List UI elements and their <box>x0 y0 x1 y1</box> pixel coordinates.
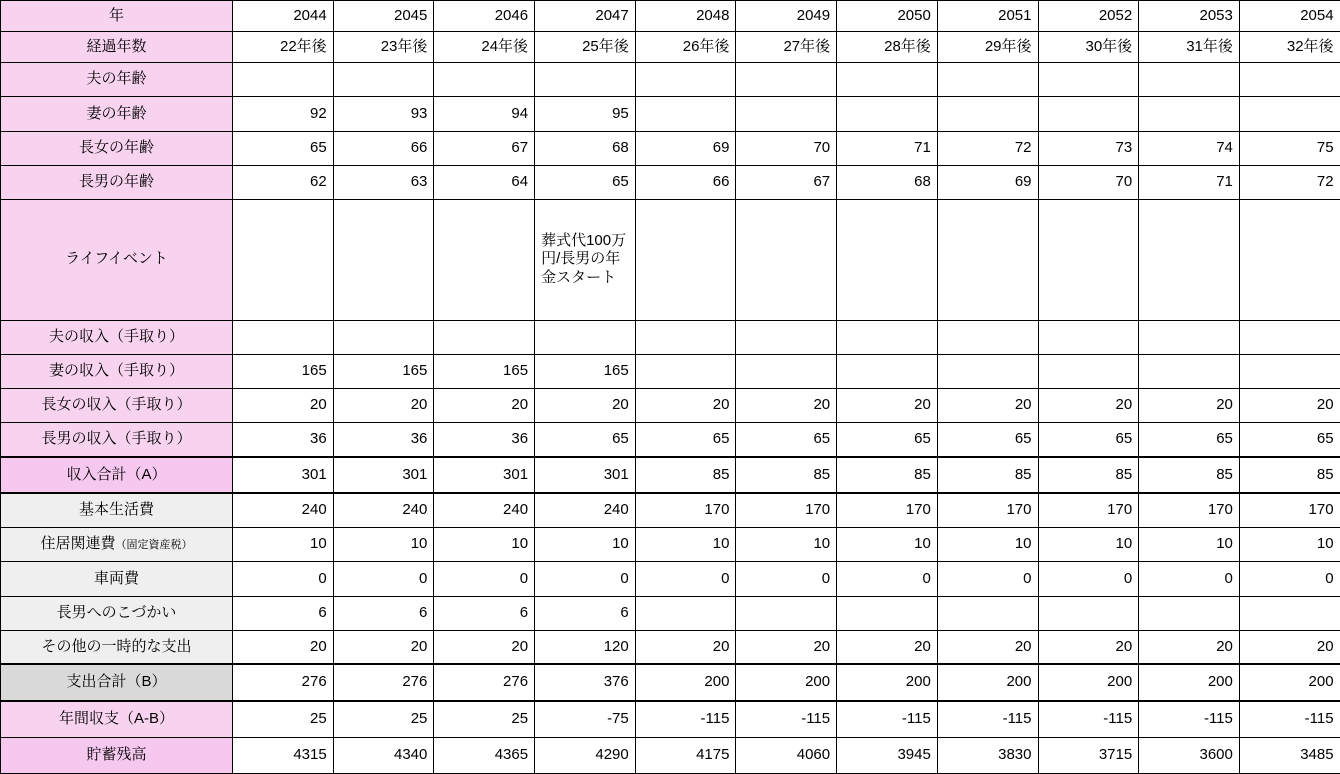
cell-annual-balance-2: 25 <box>434 701 535 737</box>
cell-other-temp-0: 20 <box>233 630 334 664</box>
cell-son-age-3: 65 <box>535 165 636 199</box>
cell-elapsed-5: 27年後 <box>736 32 837 63</box>
table-row-son-allowance <box>1 596 1340 630</box>
row-label-husband-income: 夫の収入（手取り） <box>1 320 233 354</box>
cell-husband-age-7 <box>937 63 1038 97</box>
cell-wife-income-8 <box>1038 354 1139 388</box>
cell-elapsed-0: 22年後 <box>233 32 334 63</box>
cell-husband-income-0 <box>233 320 334 354</box>
cell-income-total-7: 85 <box>937 457 1038 493</box>
cell-wife-income-10 <box>1239 354 1340 388</box>
cell-housing-9: 10 <box>1139 528 1240 562</box>
row-label-wife-income: 妻の収入（手取り） <box>1 354 233 388</box>
cell-daughter-income-2: 20 <box>434 389 535 423</box>
cell-savings-balance-6: 3945 <box>837 737 938 773</box>
cell-expense-total-2: 276 <box>434 664 535 700</box>
cell-son-age-1: 63 <box>333 165 434 199</box>
cell-housing-7: 10 <box>937 528 1038 562</box>
cell-annual-balance-9: -115 <box>1139 701 1240 737</box>
cell-other-temp-4: 20 <box>635 630 736 664</box>
cell-son-income-4: 65 <box>635 423 736 457</box>
cell-daughter-age-0: 65 <box>233 131 334 165</box>
cell-other-temp-10: 20 <box>1239 630 1340 664</box>
cell-basic-living-8: 170 <box>1038 493 1139 527</box>
cell-daughter-income-7: 20 <box>937 389 1038 423</box>
cell-basic-living-5: 170 <box>736 493 837 527</box>
cell-year-3: 2047 <box>535 1 636 32</box>
row-label-daughter-income: 長女の収入（手取り） <box>1 389 233 423</box>
cell-wife-age-8 <box>1038 97 1139 131</box>
table-row-basic-living <box>1 493 1340 527</box>
cell-basic-living-2: 240 <box>434 493 535 527</box>
cell-life-event-5 <box>736 200 837 320</box>
cell-husband-age-5 <box>736 63 837 97</box>
table-row-elapsed <box>1 32 1340 63</box>
cell-son-age-10: 72 <box>1239 165 1340 199</box>
table-row-housing <box>1 528 1340 562</box>
table-row-savings-balance <box>1 737 1340 773</box>
cell-other-temp-3: 120 <box>535 630 636 664</box>
cell-husband-income-2 <box>434 320 535 354</box>
row-label-vehicle: 車両費 <box>1 562 233 596</box>
cell-son-allowance-9 <box>1139 596 1240 630</box>
cell-husband-income-4 <box>635 320 736 354</box>
table-row-other-temp <box>1 630 1340 664</box>
cell-housing-1: 10 <box>333 528 434 562</box>
cell-son-age-5: 67 <box>736 165 837 199</box>
cell-husband-age-10 <box>1239 63 1340 97</box>
cell-housing-0: 10 <box>233 528 334 562</box>
row-label-other-temp: その他の一時的な支出 <box>1 630 233 664</box>
cell-son-allowance-4 <box>635 596 736 630</box>
cell-wife-income-3: 165 <box>535 354 636 388</box>
cell-son-allowance-10 <box>1239 596 1340 630</box>
cell-vehicle-0: 0 <box>233 562 334 596</box>
cell-wife-age-9 <box>1139 97 1240 131</box>
cell-wife-income-6 <box>837 354 938 388</box>
cell-year-4: 2048 <box>635 1 736 32</box>
cell-elapsed-9: 31年後 <box>1139 32 1240 63</box>
table-row-son-income <box>1 423 1340 457</box>
cell-vehicle-7: 0 <box>937 562 1038 596</box>
cell-annual-balance-8: -115 <box>1038 701 1139 737</box>
cell-expense-total-8: 200 <box>1038 664 1139 700</box>
cell-basic-living-4: 170 <box>635 493 736 527</box>
cell-husband-age-1 <box>333 63 434 97</box>
cell-husband-age-0 <box>233 63 334 97</box>
cell-expense-total-9: 200 <box>1139 664 1240 700</box>
cell-elapsed-4: 26年後 <box>635 32 736 63</box>
cell-life-event-2 <box>434 200 535 320</box>
cell-vehicle-2: 0 <box>434 562 535 596</box>
cell-son-allowance-1: 6 <box>333 596 434 630</box>
row-label-annual-balance: 年間収支（A‐B） <box>1 701 233 737</box>
cell-life-event-4 <box>635 200 736 320</box>
cell-year-0: 2044 <box>233 1 334 32</box>
cell-son-allowance-7 <box>937 596 1038 630</box>
cell-income-total-9: 85 <box>1139 457 1240 493</box>
cell-son-age-4: 66 <box>635 165 736 199</box>
cell-life-event-1 <box>333 200 434 320</box>
cell-savings-balance-7: 3830 <box>937 737 1038 773</box>
cell-wife-income-9 <box>1139 354 1240 388</box>
cell-income-total-8: 85 <box>1038 457 1139 493</box>
cell-other-temp-6: 20 <box>837 630 938 664</box>
table-row-vehicle <box>1 562 1340 596</box>
cell-expense-total-4: 200 <box>635 664 736 700</box>
cell-daughter-income-10: 20 <box>1239 389 1340 423</box>
cell-year-9: 2053 <box>1139 1 1240 32</box>
cell-housing-8: 10 <box>1038 528 1139 562</box>
cell-savings-balance-2: 4365 <box>434 737 535 773</box>
cell-elapsed-3: 25年後 <box>535 32 636 63</box>
cell-savings-balance-3: 4290 <box>535 737 636 773</box>
cell-elapsed-8: 30年後 <box>1038 32 1139 63</box>
cell-elapsed-6: 28年後 <box>837 32 938 63</box>
cell-son-income-8: 65 <box>1038 423 1139 457</box>
cell-life-event-9 <box>1139 200 1240 320</box>
cell-son-age-0: 62 <box>233 165 334 199</box>
table-row-wife-income <box>1 354 1340 388</box>
cell-elapsed-7: 29年後 <box>937 32 1038 63</box>
cell-husband-age-6 <box>837 63 938 97</box>
cell-savings-balance-4: 4175 <box>635 737 736 773</box>
cell-son-allowance-0: 6 <box>233 596 334 630</box>
cell-income-total-1: 301 <box>333 457 434 493</box>
cell-life-event-3: 葬式代100万円/長男の年金スタート <box>535 200 636 320</box>
cell-daughter-age-2: 67 <box>434 131 535 165</box>
cell-husband-age-2 <box>434 63 535 97</box>
row-label-elapsed: 経過年数 <box>1 32 233 63</box>
cell-expense-total-7: 200 <box>937 664 1038 700</box>
cell-wife-income-1: 165 <box>333 354 434 388</box>
cell-vehicle-6: 0 <box>837 562 938 596</box>
cell-husband-income-5 <box>736 320 837 354</box>
cell-daughter-age-9: 74 <box>1139 131 1240 165</box>
cell-son-age-9: 71 <box>1139 165 1240 199</box>
cell-expense-total-6: 200 <box>837 664 938 700</box>
cell-income-total-10: 85 <box>1239 457 1340 493</box>
cell-life-event-6 <box>837 200 938 320</box>
cell-savings-balance-5: 4060 <box>736 737 837 773</box>
cell-wife-age-10 <box>1239 97 1340 131</box>
cell-son-income-2: 36 <box>434 423 535 457</box>
cell-savings-balance-0: 4315 <box>233 737 334 773</box>
cell-annual-balance-1: 25 <box>333 701 434 737</box>
cell-daughter-income-0: 20 <box>233 389 334 423</box>
cell-basic-living-9: 170 <box>1139 493 1240 527</box>
cell-housing-4: 10 <box>635 528 736 562</box>
cell-income-total-6: 85 <box>837 457 938 493</box>
cell-wife-age-4 <box>635 97 736 131</box>
cell-daughter-age-7: 72 <box>937 131 1038 165</box>
cell-wife-income-4 <box>635 354 736 388</box>
cell-son-allowance-8 <box>1038 596 1139 630</box>
cell-vehicle-4: 0 <box>635 562 736 596</box>
row-label-housing-sub: （固定資産税） <box>115 539 193 552</box>
cell-elapsed-10: 32年後 <box>1239 32 1340 63</box>
table-row-daughter-age <box>1 131 1340 165</box>
cell-income-total-5: 85 <box>736 457 837 493</box>
row-label-husband-age: 夫の年齢 <box>1 63 233 97</box>
cell-housing-3: 10 <box>535 528 636 562</box>
cell-son-age-6: 68 <box>837 165 938 199</box>
cell-vehicle-3: 0 <box>535 562 636 596</box>
cell-son-age-7: 69 <box>937 165 1038 199</box>
cell-daughter-age-8: 73 <box>1038 131 1139 165</box>
cell-wife-age-7 <box>937 97 1038 131</box>
cell-elapsed-2: 24年後 <box>434 32 535 63</box>
cell-husband-income-8 <box>1038 320 1139 354</box>
cell-wife-age-6 <box>837 97 938 131</box>
cell-basic-living-7: 170 <box>937 493 1038 527</box>
row-label-son-allowance: 長男へのこづかい <box>1 596 233 630</box>
cell-savings-balance-10: 3485 <box>1239 737 1340 773</box>
cell-wife-age-5 <box>736 97 837 131</box>
cell-wife-age-0: 92 <box>233 97 334 131</box>
cell-son-income-6: 65 <box>837 423 938 457</box>
cell-income-total-4: 85 <box>635 457 736 493</box>
cell-wife-income-5 <box>736 354 837 388</box>
cell-wife-age-1: 93 <box>333 97 434 131</box>
cell-husband-age-4 <box>635 63 736 97</box>
cell-expense-total-3: 376 <box>535 664 636 700</box>
cell-husband-age-8 <box>1038 63 1139 97</box>
cell-year-5: 2049 <box>736 1 837 32</box>
cell-son-income-0: 36 <box>233 423 334 457</box>
table-row-wife-age <box>1 97 1340 131</box>
row-label-housing <box>1 528 233 562</box>
cell-savings-balance-1: 4340 <box>333 737 434 773</box>
cell-year-2: 2046 <box>434 1 535 32</box>
cell-daughter-income-9: 20 <box>1139 389 1240 423</box>
cell-daughter-income-6: 20 <box>837 389 938 423</box>
row-label-income-total: 収入合計（A） <box>1 457 233 493</box>
table-row-life-event <box>1 200 1340 320</box>
cell-year-8: 2052 <box>1038 1 1139 32</box>
cell-expense-total-0: 276 <box>233 664 334 700</box>
row-label-expense-total: 支出合計（B） <box>1 664 233 700</box>
cell-annual-balance-4: -115 <box>635 701 736 737</box>
cell-son-income-5: 65 <box>736 423 837 457</box>
cell-life-event-10 <box>1239 200 1340 320</box>
cell-vehicle-1: 0 <box>333 562 434 596</box>
cell-vehicle-8: 0 <box>1038 562 1139 596</box>
row-label-year: 年 <box>1 1 233 32</box>
cell-other-temp-9: 20 <box>1139 630 1240 664</box>
cell-expense-total-1: 276 <box>333 664 434 700</box>
cell-daughter-age-3: 68 <box>535 131 636 165</box>
cell-vehicle-9: 0 <box>1139 562 1240 596</box>
cell-annual-balance-7: -115 <box>937 701 1038 737</box>
cell-wife-income-7 <box>937 354 1038 388</box>
cell-daughter-age-1: 66 <box>333 131 434 165</box>
cell-income-total-2: 301 <box>434 457 535 493</box>
cell-year-10: 2054 <box>1239 1 1340 32</box>
cell-housing-2: 10 <box>434 528 535 562</box>
row-label-son-income: 長男の収入（手取り） <box>1 423 233 457</box>
cell-housing-5: 10 <box>736 528 837 562</box>
cell-income-total-3: 301 <box>535 457 636 493</box>
cell-son-income-1: 36 <box>333 423 434 457</box>
cell-year-6: 2050 <box>837 1 938 32</box>
table-row-husband-income <box>1 320 1340 354</box>
cell-year-1: 2045 <box>333 1 434 32</box>
row-label-life-event: ライフイベント <box>1 200 233 320</box>
cell-other-temp-1: 20 <box>333 630 434 664</box>
table-row-year <box>1 1 1340 32</box>
cell-daughter-income-3: 20 <box>535 389 636 423</box>
cell-other-temp-7: 20 <box>937 630 1038 664</box>
cell-annual-balance-5: -115 <box>736 701 837 737</box>
cell-life-event-7 <box>937 200 1038 320</box>
cell-wife-age-2: 94 <box>434 97 535 131</box>
cell-basic-living-6: 170 <box>837 493 938 527</box>
cell-daughter-age-5: 70 <box>736 131 837 165</box>
row-label-savings-balance: 貯蓄残高 <box>1 737 233 773</box>
cell-wife-age-3: 95 <box>535 97 636 131</box>
cell-son-age-8: 70 <box>1038 165 1139 199</box>
cell-son-income-10: 65 <box>1239 423 1340 457</box>
cell-expense-total-5: 200 <box>736 664 837 700</box>
table-row-income-total <box>1 457 1340 493</box>
cell-husband-age-9 <box>1139 63 1240 97</box>
cell-wife-income-0: 165 <box>233 354 334 388</box>
cell-son-allowance-3: 6 <box>535 596 636 630</box>
cell-basic-living-1: 240 <box>333 493 434 527</box>
cell-son-income-9: 65 <box>1139 423 1240 457</box>
cell-housing-6: 10 <box>837 528 938 562</box>
cell-other-temp-8: 20 <box>1038 630 1139 664</box>
table-row-daughter-income <box>1 389 1340 423</box>
cell-year-7: 2051 <box>937 1 1038 32</box>
cell-husband-age-3 <box>535 63 636 97</box>
cell-son-allowance-6 <box>837 596 938 630</box>
cell-savings-balance-9: 3600 <box>1139 737 1240 773</box>
cell-daughter-age-10: 75 <box>1239 131 1340 165</box>
cell-daughter-income-8: 20 <box>1038 389 1139 423</box>
table-row-annual-balance <box>1 701 1340 737</box>
cell-savings-balance-8: 3715 <box>1038 737 1139 773</box>
cell-elapsed-1: 23年後 <box>333 32 434 63</box>
cell-annual-balance-0: 25 <box>233 701 334 737</box>
cell-daughter-income-4: 20 <box>635 389 736 423</box>
cell-son-income-3: 65 <box>535 423 636 457</box>
cell-son-age-2: 64 <box>434 165 535 199</box>
cell-husband-income-10 <box>1239 320 1340 354</box>
cell-husband-income-3 <box>535 320 636 354</box>
cell-vehicle-5: 0 <box>736 562 837 596</box>
cell-husband-income-1 <box>333 320 434 354</box>
cell-life-event-0 <box>233 200 334 320</box>
cell-husband-income-6 <box>837 320 938 354</box>
cell-husband-income-9 <box>1139 320 1240 354</box>
cell-daughter-age-4: 69 <box>635 131 736 165</box>
cell-expense-total-10: 200 <box>1239 664 1340 700</box>
table-row-husband-age <box>1 63 1340 97</box>
cell-vehicle-10: 0 <box>1239 562 1340 596</box>
cell-daughter-age-6: 71 <box>837 131 938 165</box>
cell-annual-balance-6: -115 <box>837 701 938 737</box>
cell-basic-living-3: 240 <box>535 493 636 527</box>
cell-other-temp-5: 20 <box>736 630 837 664</box>
cell-son-allowance-5 <box>736 596 837 630</box>
cell-basic-living-10: 170 <box>1239 493 1340 527</box>
cell-housing-10: 10 <box>1239 528 1340 562</box>
cell-husband-income-7 <box>937 320 1038 354</box>
cell-wife-income-2: 165 <box>434 354 535 388</box>
cell-basic-living-0: 240 <box>233 493 334 527</box>
cell-annual-balance-3: -75 <box>535 701 636 737</box>
cell-other-temp-2: 20 <box>434 630 535 664</box>
cell-son-income-7: 65 <box>937 423 1038 457</box>
table-row-expense-total <box>1 664 1340 700</box>
row-label-housing-main: 住居関連費 <box>40 535 116 553</box>
cell-daughter-income-1: 20 <box>333 389 434 423</box>
row-label-son-age: 長男の年齢 <box>1 165 233 199</box>
row-label-wife-age: 妻の年齢 <box>1 97 233 131</box>
table-row-son-age <box>1 165 1340 199</box>
cell-income-total-0: 301 <box>233 457 334 493</box>
cell-annual-balance-10: -115 <box>1239 701 1340 737</box>
cell-son-allowance-2: 6 <box>434 596 535 630</box>
row-label-daughter-age: 長女の年齢 <box>1 131 233 165</box>
row-label-basic-living: 基本生活費 <box>1 493 233 527</box>
cell-life-event-8 <box>1038 200 1139 320</box>
cell-daughter-income-5: 20 <box>736 389 837 423</box>
